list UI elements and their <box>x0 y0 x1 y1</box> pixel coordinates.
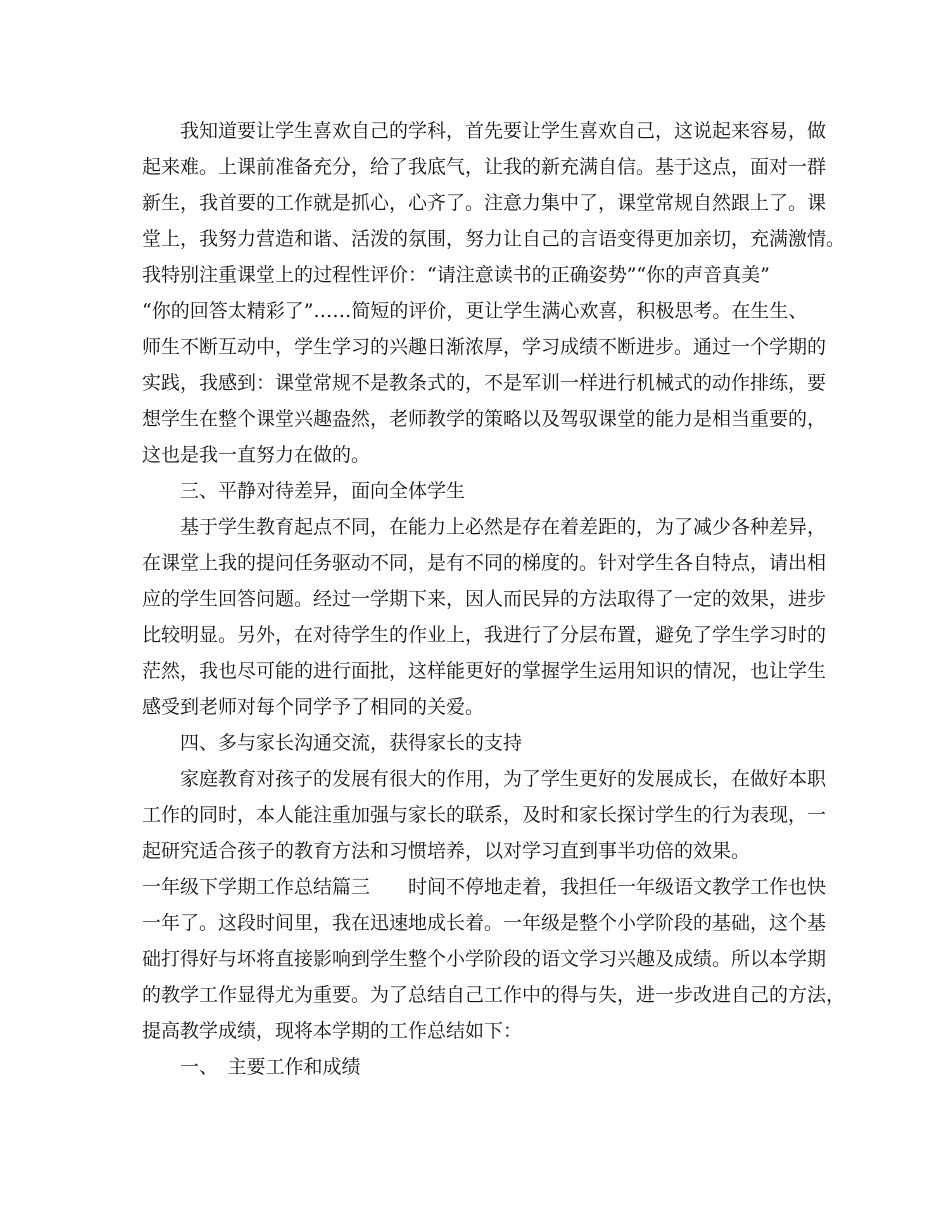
body-line: 我知道要让学生喜欢自己的学科，首先要让学生喜欢自己，这说起来容易，做 <box>142 120 827 142</box>
body-line: 起研究适合孩子的教育方法和习惯培养，以对学习直到事半功倍的效果。 <box>142 840 751 862</box>
body-line: 在课堂上我的提问任务驱动不同，是有不同的梯度的。针对学生各自特点，请出相 <box>142 552 827 574</box>
section-heading: 四、多与家长沟通交流，获得家长的支持 <box>142 732 523 754</box>
body-line: 的教学工作显得尤为重要。为了总结自己工作中的得与失，进一步改进自己的方法， <box>142 984 846 1006</box>
body-line: 应的学生回答问题。经过一学期下来，因人而民异的方法取得了一定的效果，进步 <box>142 588 827 610</box>
body-line: 一年级下学期工作总结篇三 时间不停地走着，我担任一年级语文教学工作也快 <box>142 876 827 898</box>
body-line: 提高教学成绩，现将本学期的工作总结如下： <box>142 1020 523 1042</box>
body-line: 家庭教育对孩子的发展有很大的作用，为了学生更好的发展成长，在做好本职 <box>142 768 827 790</box>
body-line: 堂上，我努力营造和谐、活泼的氛围，努力让自己的言语变得更加亲切，充满激情。 <box>142 228 846 250</box>
body-line: 茫然，我也尽可能的进行面批，这样能更好的掌握学生运用知识的情况，也让学生 <box>142 660 827 682</box>
body-line: 想学生在整个课堂兴趣盎然，老师教学的策略以及驾驭课堂的能力是相当重要的， <box>142 408 827 430</box>
body-line: 起来难。上课前准备充分，给了我底气，让我的新充满自信。基于这点，面对一群 <box>142 156 827 178</box>
body-line: 师生不断互动中，学生学习的兴趣日渐浓厚，学习成绩不断进步。通过一个学期的 <box>142 336 827 358</box>
body-line: 我特别注重课堂上的过程性评价：“请注意读书的正确姿势”“你的声音真美” <box>142 264 770 286</box>
body-line: 一年了。这段时间里，我在迅速地成长着。一年级是整个小学阶段的基础，这个基 <box>142 912 827 934</box>
body-line: 实践，我感到：课堂常规不是教条式的，不是军训一样进行机械式的动作排练，要 <box>142 372 827 394</box>
body-line: 感受到老师对每个同学予了相同的关爱。 <box>142 696 485 718</box>
body-line: 基于学生教育起点不同，在能力上必然是存在着差距的，为了减少各种差异， <box>142 516 827 538</box>
section-heading: 一、 主要工作和成绩 <box>142 1056 361 1078</box>
body-line: “你的回答太精彩了”……简短的评价，更让学生满心欢喜，积极思考。在生生、 <box>142 300 808 322</box>
body-line: 新生，我首要的工作就是抓心，心齐了。注意力集中了，课堂常规自然跟上了。课 <box>142 192 827 214</box>
body-line: 础打得好与坏将直接影响到学生整个小学阶段的语文学习兴趣及成绩。所以本学期 <box>142 948 827 970</box>
body-line: 工作的同时，本人能注重加强与家长的联系，及时和家长探讨学生的行为表现，一 <box>142 804 827 826</box>
section-heading: 三、平静对待差异，面向全体学生 <box>142 480 466 502</box>
body-line: 这也是我一直努力在做的。 <box>142 444 371 466</box>
body-line: 比较明显。另外，在对待学生的作业上，我进行了分层布置，避免了学生学习时的 <box>142 624 827 646</box>
